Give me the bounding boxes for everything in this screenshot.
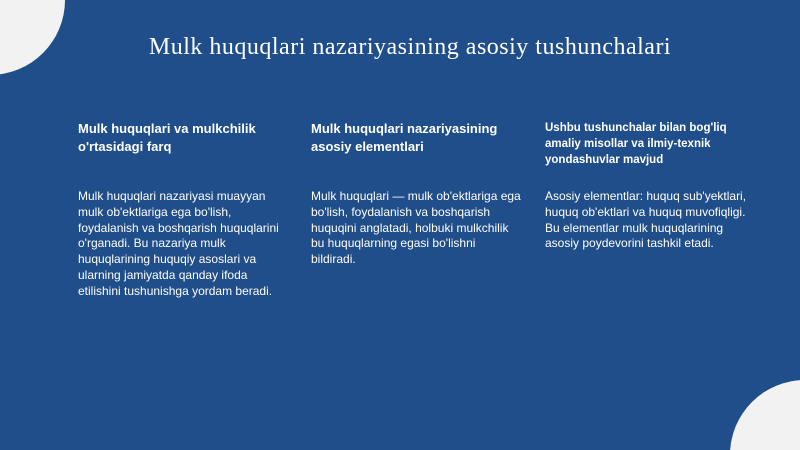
column-body: Mulk huquqlari nazariyasi muayyan mulk ob'ektlariga ega bo'lish, foydalanish va boshqarish huquqlarini o'rganadi. Bu nazariya mulk huquqlarining huquqiy asoslari va ularning jamiyatda qanday ifoda etilishini tushunishga yordam beradi. (78, 189, 279, 298)
column-heading: Ushbu tushunchalar bilan bog'liq amaliy misollar va ilmiy-texnik yondashuvlar mavjud (545, 122, 727, 166)
column-heading: Mulk huquqlari nazariyasining asosiy elementlari (311, 121, 498, 154)
slide-title: Mulk huquqlari nazariyasining asosiy tushunchalari (148, 34, 672, 60)
column-body: Asosiy elementlar: huquq sub'yektlari, huquq ob'ektlari va huquq muvofiqligi. Bu elementlar mulk huquqlarining asosiy poydevorini tashkil etadi. (545, 189, 747, 251)
column-heading: Mulk huquqlari va mulkchilik o'rtasidagi farq (78, 121, 256, 154)
content-column-3 (545, 120, 755, 251)
content-column-2 (311, 120, 521, 267)
decorative-circle-bottom-right (730, 380, 800, 450)
column-body: Mulk huquqlari — mulk ob'ektlariga ega bo'lish, foydalanish va boshqarish huquqini anglatadi, holbuki mulkchilik bu huquqlarning egasi bo'lishni bildiradi. (311, 189, 521, 267)
content-column-1 (78, 120, 288, 298)
